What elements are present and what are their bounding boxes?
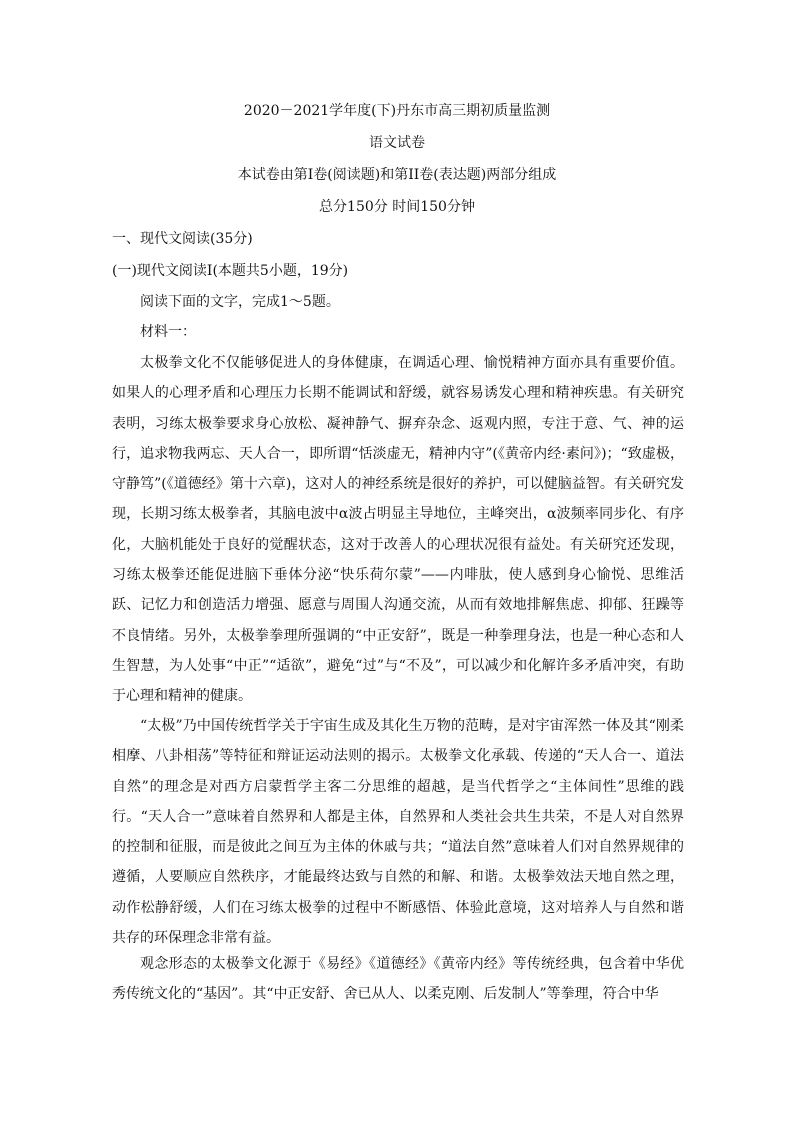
exam-title: 2020－2021学年度(下)丹东市高三期初质量监测: [243, 103, 551, 119]
paragraph-text: “太极”乃中国传统哲学关于宇宙生成及其化生万物的范畴，是对宇宙浑然一体及其“刚柔相摩、八卦相荡”等特征和辩证运动法则的揭示。太极拳文化承载、传递的“天人合一、道法自然”的理念是对西方启蒙哲学主客二分思维的超越，是当代哲学之“主体间性”思维的践行。“天人合一”意味着自然界和人都是主体，自然界和人类社会共生共荣，不是人对自然界的控制和征服，而是彼此之间互为主体的休戚与共；“道法自然”意味着人们对自然界规律的遵循，人要顺应自然秩序，才能最终达致与自然的和解、和谐。太极拳效法天地自然之理，动作松静舒缓，人们在习练太极拳的过程中不断感悟、体验此意境，这对培养人与自然和谐共存的环保理念非常有益。: [112, 718, 684, 947]
exam-composition: 本试卷由第I卷(阅读题)和第II卷(表达题)两部分组成: [237, 167, 557, 183]
paragraph-2: [112, 711, 684, 953]
exam-score-time: 总分150分 时间150分钟: [319, 199, 475, 215]
section-subheading: (一)现代文阅读I(本题共5小题，19分): [112, 263, 349, 279]
paragraph-1: [112, 348, 684, 712]
exam-subject: 语文试卷: [369, 135, 425, 151]
material-label: 材料一：: [140, 324, 196, 340]
paragraph-text: 太极拳文化不仅能够促进人的身体健康，在调适心理、愉悦精神方面亦具有重要价值。如果人的心理矛盾和心理压力长期不能调试和舒缓，就容易诱发心理和精神疾患。有关研究表明，习练太极拳要求身心放松、凝神静气、摒弃杂念、返观内照，专注于意、气、神的运行，追求物我两忘、天人合一，即所谓“恬淡虚无，精神内守”(《黄帝内经·素问》)；“致虚极，守静笃”(《道德经》第十六章)，这对人的神经系统是很好的养护，可以健脑益智。有关研究发现，长期习练太极拳者，其脑电波中α波占明显主导地位，主峰突出，α波频率同步化、有序化，大脑机能处于良好的觉醒状态，这对于改善人的心理状况很有益处。有关研究还发现，习练太极拳还能促进脑下垂体分泌“快乐荷尔蒙”——内啡肽，使人感到身心愉悦、思维活跃、记忆力和创造活力增强、愿意与周围人沟通交流，从而有效地排解焦虑、抑郁、狂躁等不良情绪。另外，太极拳拳理所强调的“中正安舒”，既是一种拳理身法，也是一种心态和人生智慧，为人处事“中正”“适欲”，避免“过”与“不及”，可以减少和化解许多矛盾冲突，有助于心理和精神的健康。: [112, 355, 684, 705]
reading-instruction: 阅读下面的文字，完成1～5题。: [140, 294, 340, 310]
paragraph-text: 观念形态的太极拳文化源于《易经》《道德经》《黄帝内经》等传统经典，包含着中华优秀传统文化的“基因”。其“中正安舒、舍已从人、以柔克刚、后发制人”等拳理，符合中华: [112, 956, 684, 1003]
section-heading: 一、现代文阅读(35分): [112, 231, 253, 247]
paragraph-3: [112, 949, 684, 1010]
